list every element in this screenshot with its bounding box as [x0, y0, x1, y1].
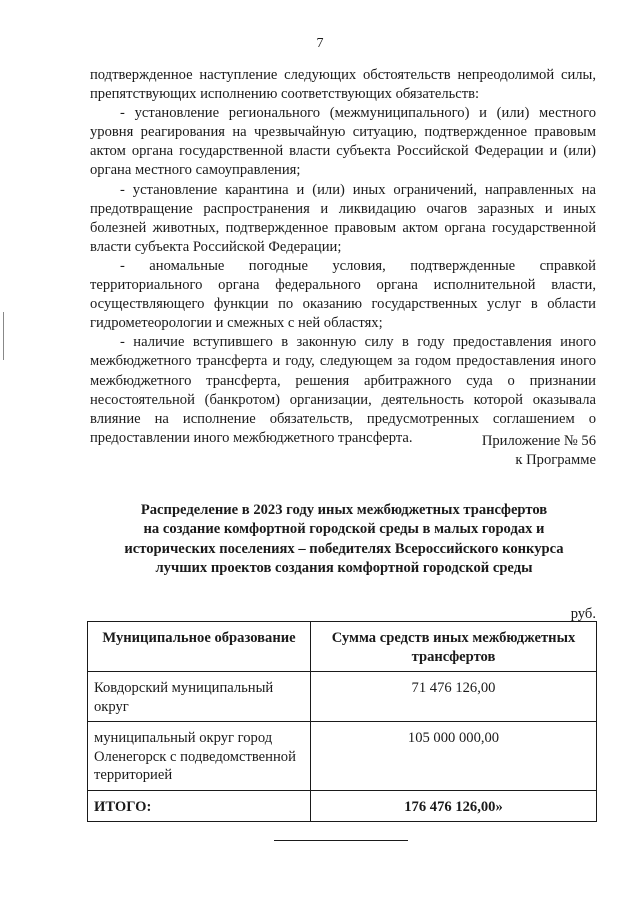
appendix-reference: [380, 432, 596, 470]
page-number: 7: [316, 36, 324, 51]
title-line-3: исторических поселениях – победителях Всероссийского конкурса: [124, 540, 564, 557]
body-paragraph: - установление регионального (межмуниципального) и (или) местного уровня реагирования на чрезвычайную ситуацию, подтвержденное правовым актом органа государственной власти субъекта Российской Федерации и (или) органа местного самоуправления;: [90, 105, 596, 179]
amount-cell: 105 000 000,00: [311, 722, 597, 791]
body-paragraph: подтвержденное наступление следующих обстоятельств непреодолимой силы, препятствующих исполнению соответствующих обязательств:: [90, 67, 596, 103]
table-header-row: [88, 622, 597, 672]
scan-margin-mark: [3, 312, 4, 360]
body-paragraph: - аномальные погодные условия, подтвержденные справкой территориального органа федерального органа исполнительной власти, осуществляющего функции по оказанию государственных услуг в области гидрометеорологии и смежных с ней областях;: [90, 257, 596, 332]
header-amount: Сумма средств иных межбюджетных трансфертов: [311, 622, 597, 672]
total-label: ИТОГО:: [88, 790, 311, 822]
header-municipality: Муниципальное образование: [88, 622, 311, 672]
title-line-4: лучших проектов создания комфортной городской среды: [155, 560, 533, 577]
document-title: [92, 501, 596, 579]
end-separator-line: [274, 840, 408, 841]
body-paragraph: - наличие вступившего в законную силу в году предоставления иного межбюджетного трансферта и году, следующем за годом предоставления иного межбюджетного трансферта, решения арбитражного суда о признании несостоятельной (банкротом) организации, деятельность которой оказывала влияние на исполнение обязательств, предусмотренных соглашением о предоставлении иного межбюджетного трансферта.: [90, 334, 596, 446]
distribution-table: [87, 621, 597, 822]
municipality-cell: Ковдорский муниципальный округ: [88, 672, 311, 722]
total-row: [88, 790, 597, 822]
body-text: [90, 66, 596, 448]
table-row: [88, 722, 597, 791]
amount-cell: 71 476 126,00: [311, 672, 597, 722]
body-paragraph: - установление карантина и (или) иных ограничений, направленных на предотвращение распространения и ликвидацию очагов заразных и иных болезней животных, подтвержденное правовым актом органа государственной власти субъекта Российской Федерации;: [90, 181, 596, 255]
municipality-cell: муниципальный округ город Оленегорск с подведомственной территорией: [88, 722, 311, 791]
currency-unit: руб.: [570, 606, 596, 622]
title-line-1: Распределение в 2023 году иных межбюджетных трансфертов: [140, 502, 548, 518]
total-amount: 176 476 126,00»: [311, 790, 597, 822]
appendix-line-2: к Программе: [515, 452, 596, 468]
appendix-line-1: Приложение № 56: [481, 433, 596, 449]
table-row: [88, 672, 597, 722]
title-line-2: на создание комфортной городской среды в малых городах и: [143, 521, 545, 538]
